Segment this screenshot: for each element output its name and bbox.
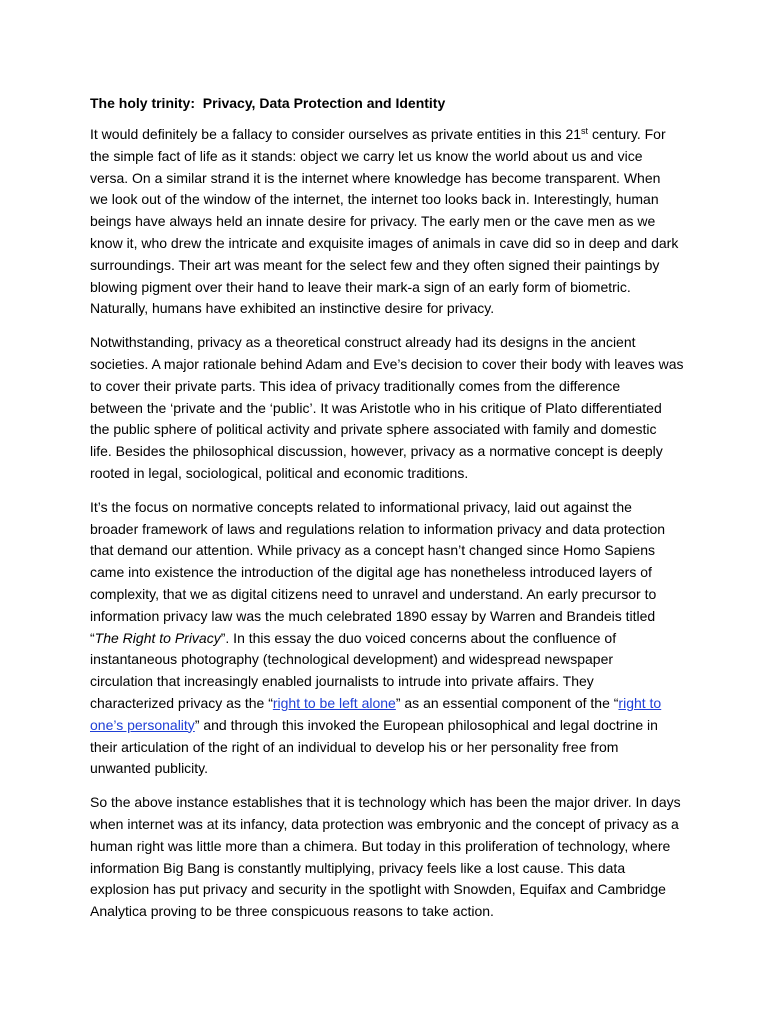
italic-title: The Right to Privacy xyxy=(94,629,221,646)
text-line xyxy=(90,332,690,354)
document-title: The holy trinity: Privacy, Data Protection and Identity xyxy=(90,95,446,111)
text-line xyxy=(90,189,690,211)
text-run: Naturally, humans have exhibited an instinctive desire for privacy. xyxy=(90,300,495,317)
paragraph xyxy=(90,792,690,923)
text-line xyxy=(90,277,690,299)
text-line xyxy=(90,540,690,562)
text-run: unwanted publicity. xyxy=(90,760,209,777)
text-line xyxy=(90,233,690,255)
text-line xyxy=(90,649,690,671)
text-line xyxy=(90,562,690,584)
text-run: ”. In this essay the duo voiced concerns about the confluence of xyxy=(220,629,617,646)
text-run: Analytica proving to be three conspicuous reasons to take action. xyxy=(90,903,494,920)
text-line xyxy=(90,606,690,628)
text-line xyxy=(90,836,690,858)
text-line xyxy=(90,737,690,759)
text-run: to cover their private parts. This idea of privacy traditionally comes from the difference xyxy=(90,377,621,394)
text-run: societies. A major rationale behind Adam and Eve’s decision to cover their body with leaves was xyxy=(90,355,684,372)
text-run: life. Besides the philosophical discussion, however, privacy as a normative concept is deeply xyxy=(90,443,663,460)
text-line xyxy=(90,584,690,606)
text-line xyxy=(90,168,690,190)
text-line xyxy=(90,354,690,376)
text-run: century. For xyxy=(588,126,666,142)
paragraph xyxy=(90,332,690,485)
text-line xyxy=(90,901,690,923)
paragraph xyxy=(90,124,690,320)
text-run: ” as an essential component of the “ xyxy=(395,694,619,711)
text-run: instantaneous photography (technological development) and widespread newspaper xyxy=(90,651,614,668)
text-run: came into existence the introduction of the digital age has nonetheless introduced layers of xyxy=(90,564,652,581)
text-run: information Big Bang is constantly multiplying, privacy feels like a lost cause. This data xyxy=(90,859,626,876)
text-run: surroundings. Their art was meant for the select few and they often signed their paintings by xyxy=(90,256,660,273)
text-line xyxy=(90,211,690,233)
text-line xyxy=(90,519,690,541)
text-line xyxy=(90,858,690,880)
text-line xyxy=(90,419,690,441)
text-line xyxy=(90,792,690,814)
text-line xyxy=(90,814,690,836)
text-line xyxy=(90,146,690,168)
text-run: broader framework of laws and regulations relation to information privacy and data protection xyxy=(90,520,666,537)
text-run: characterized privacy as the “ xyxy=(90,694,273,711)
text-run: human right was little more than a chimera. But today in this proliferation of technology, where xyxy=(90,837,671,854)
text-run: we look out of the window of the internet, the internet too looks back in. Interestingly, human xyxy=(90,191,659,208)
text-run: circulation that increasingly enabled journalists to intrude into private affairs. They xyxy=(90,673,594,690)
text-line xyxy=(90,298,690,320)
text-run: So the above instance establishes that it is technology which has been the major driver. In days xyxy=(90,794,681,811)
text-line xyxy=(90,715,690,737)
text-line xyxy=(90,497,690,519)
text-run: It’s the focus on normative concepts related to informational privacy, laid out against the xyxy=(90,498,632,515)
text-run: that demand our attention. While privacy as a concept hasn’t changed since Homo Sapiens xyxy=(90,542,655,559)
superscript: st xyxy=(581,126,589,136)
document-page xyxy=(90,92,690,935)
text-line xyxy=(90,671,690,693)
text-run: “ xyxy=(90,629,95,646)
text-line xyxy=(90,879,690,901)
hyperlink[interactable]: right to be left alone xyxy=(272,694,396,711)
text-run: ” and through this invoked the European philosophical and legal doctrine in xyxy=(194,716,658,733)
text-run: Notwithstanding, privacy as a theoretical construct already had its designs in the ancient xyxy=(90,334,636,351)
hyperlink[interactable]: right to xyxy=(618,694,662,711)
text-line xyxy=(90,376,690,398)
text-run: beings have always held an innate desire for privacy. The early men or the cave men as we xyxy=(90,213,656,230)
text-line xyxy=(90,441,690,463)
text-run: their articulation of the right of an individual to develop his or her personality free from xyxy=(90,738,619,755)
text-line xyxy=(90,124,690,146)
text-line xyxy=(90,398,690,420)
text-run: It would definitely be a fallacy to consider ourselves as private entities in this 21 xyxy=(90,126,582,142)
text-run: know it, who drew the intricate and exquisite images of animals in cave did so in deep and dark xyxy=(90,234,679,251)
text-run: explosion has put privacy and security in the spotlight with Snowden, Equifax and Cambridge xyxy=(90,881,666,898)
text-line xyxy=(90,693,690,715)
text-line xyxy=(90,463,690,485)
text-line xyxy=(90,628,690,650)
paragraph xyxy=(90,497,690,780)
text-run: information privacy law was the much celebrated 1890 essay by Warren and Brandeis titled xyxy=(90,607,656,624)
hyperlink[interactable]: one’s personality xyxy=(90,716,195,733)
text-run: when internet was at its infancy, data protection was embryonic and the concept of privacy as a xyxy=(90,815,679,832)
text-line xyxy=(90,758,690,780)
text-run: the public sphere of political activity and private sphere associated with family and domestic xyxy=(90,421,657,438)
text-run: between the ‘private and the ‘public’. It was Aristotle who in his critique of Plato differentiated xyxy=(90,399,662,416)
text-run: the simple fact of life as it stands: object we carry let us know the world about us and vice xyxy=(90,147,643,164)
text-line xyxy=(90,255,690,277)
text-run: complexity, that we as digital citizens need to unravel and understand. An early precursor to xyxy=(90,585,657,602)
text-run: rooted in legal, sociological, political and economic traditions. xyxy=(90,464,469,481)
text-run: versa. On a similar strand it is the internet where knowledge has become transparent. When xyxy=(90,169,661,186)
document-body xyxy=(90,124,690,923)
text-run: blowing pigment over their hand to leave their mark-a sign of an early form of biometric. xyxy=(90,278,631,295)
